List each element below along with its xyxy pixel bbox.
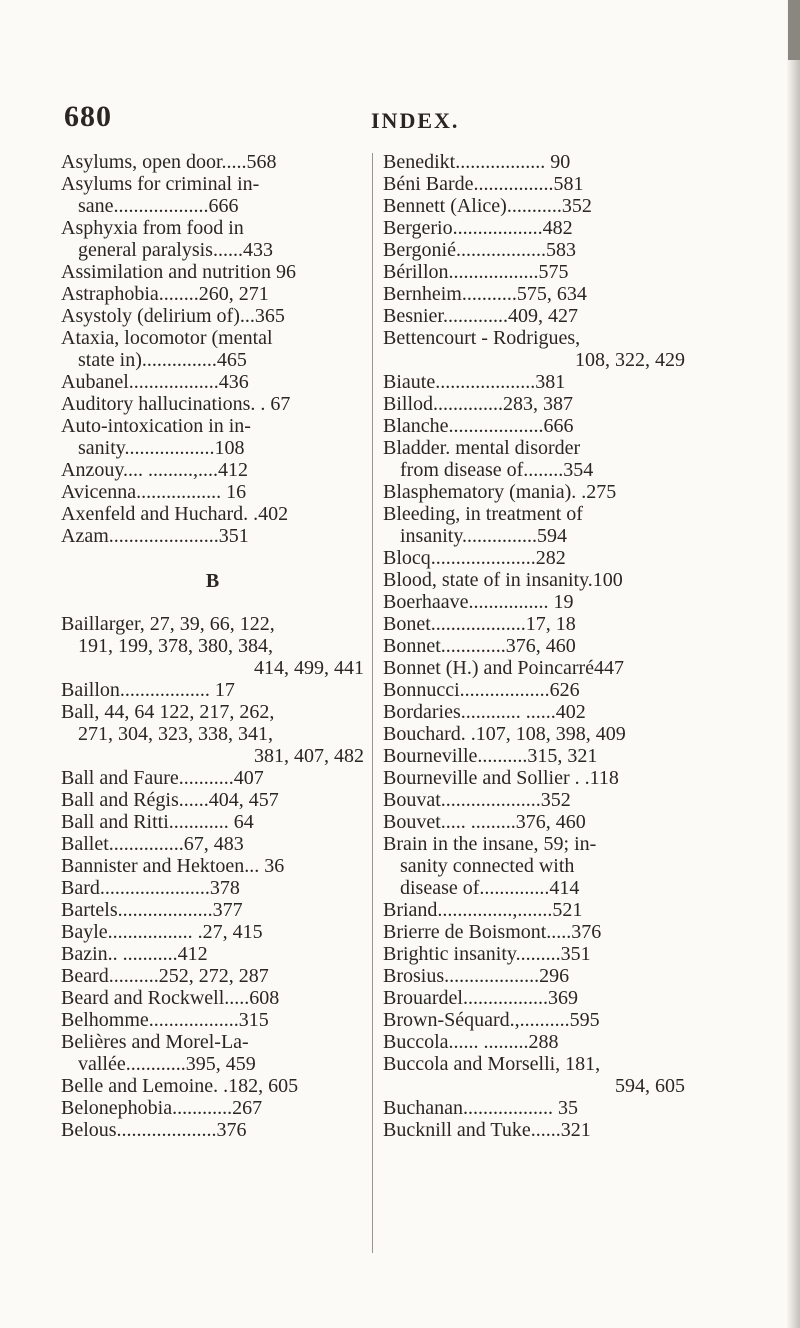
index-entry-line: Baillarger, 27, 39, 66, 122, — [61, 613, 275, 635]
index-entry-line: sanity..................108 — [78, 437, 245, 459]
index-entry-line: Brouardel.................369 — [383, 987, 578, 1009]
index-entry-line: Bannister and Hektoen... 36 — [61, 855, 285, 877]
index-entry-line: Bonet...................17, 18 — [383, 613, 576, 635]
index-entry-line: Bennett (Alice)...........352 — [383, 195, 592, 217]
index-entry-line: Bartels...................377 — [61, 899, 243, 921]
index-entry-line: Bergerio..................482 — [383, 217, 573, 239]
index-entry-line: Belhomme..................315 — [61, 1009, 269, 1031]
index-column-right — [383, 151, 685, 1141]
index-entry-line: Ball and Faure...........407 — [61, 767, 264, 789]
index-entry-line: Assimilation and nutrition 96 — [61, 261, 296, 283]
index-entry-line: Bleeding, in treatment of — [383, 503, 583, 525]
index-entry-line: Beard..........252, 272, 287 — [61, 965, 269, 987]
column-divider — [372, 153, 373, 1253]
index-entry-line: Blanche...................666 — [383, 415, 574, 437]
index-entry-line: Blood, state of in insanity.100 — [383, 569, 623, 591]
index-entry-line: Asylums, open door.....568 — [61, 151, 277, 173]
index-entry-line: Avicenna................. 16 — [61, 481, 247, 503]
index-entry-line: Anzouy.... .........,....412 — [61, 459, 249, 481]
index-entry-line: Blasphematory (mania). .275 — [383, 481, 617, 503]
index-entry-line: sanity connected with — [400, 855, 575, 877]
index-entry-line: Blocq.....................282 — [383, 547, 566, 569]
index-entry-line: 108, 322, 429 — [575, 349, 685, 371]
index-entry-line: Buccola and Morselli, 181, — [383, 1053, 601, 1075]
index-entry-line: from disease of........354 — [400, 459, 594, 481]
index-entry-line: Ball and Régis......404, 457 — [61, 789, 279, 811]
index-entry-line: Béni Barde................581 — [383, 173, 584, 195]
index-entry-line: Auto-intoxication in in- — [61, 415, 251, 437]
index-entry-line: Belonephobia............267 — [61, 1097, 263, 1119]
index-entry-line: Asphyxia from food in — [61, 217, 244, 239]
page-number: 680 — [64, 100, 112, 133]
index-entry-line: insanity...............594 — [400, 525, 568, 547]
index-entry-line: vallée............395, 459 — [78, 1053, 256, 1075]
page-header — [64, 100, 764, 140]
index-entry-line: 594, 605 — [615, 1075, 685, 1097]
section-letter: B — [205, 570, 220, 592]
index-entry-line: Ball and Ritti............ 64 — [61, 811, 254, 833]
index-entry-line: Bonnet (H.) and Poincarré447 — [383, 657, 625, 679]
index-entry-line: Belières and Morel-La- — [61, 1031, 249, 1053]
index-entry-line: Brown-Séquard.,..........595 — [383, 1009, 600, 1031]
index-entry-line: Besnier.............409, 427 — [383, 305, 578, 327]
index-entry-line: Buccola...... .........288 — [383, 1031, 559, 1053]
index-entry-line: state in)...............465 — [78, 349, 247, 371]
index-entry-line: Azam......................351 — [61, 525, 249, 547]
index-entry-line: Benedikt.................. 90 — [383, 151, 571, 173]
index-entry-line: Briand...............,.......521 — [383, 899, 583, 921]
index-column-left — [61, 151, 364, 1141]
index-entry-line: Bard......................378 — [61, 877, 240, 899]
index-entry-line: Bouvat....................352 — [383, 789, 571, 811]
index-entry-line: Boerhaave................ 19 — [383, 591, 574, 613]
index-entry-line: general paralysis......433 — [78, 239, 273, 261]
index-entry-line: Bernheim...........575, 634 — [383, 283, 587, 305]
index-entry-line: 414, 499, 441 — [254, 657, 364, 679]
index-entry-line: Billod..............283, 387 — [383, 393, 574, 415]
page-edge-corner — [788, 0, 800, 60]
index-entry-line: disease of..............414 — [400, 877, 580, 899]
index-entry-line: Bucknill and Tuke......321 — [383, 1119, 591, 1141]
index-entry-line: Brierre de Boismont.....376 — [383, 921, 602, 943]
index-entry-line: Astraphobia........260, 271 — [61, 283, 269, 305]
index-entry-line: Ataxia, locomotor (mental — [61, 327, 273, 349]
index-entry-line: Brightic insanity.........351 — [383, 943, 591, 965]
running-head: INDEX. — [371, 108, 460, 133]
index-entry-line: 271, 304, 323, 338, 341, — [78, 723, 273, 745]
index-entry-line: Brain in the insane, 59; in- — [383, 833, 597, 855]
index-entry-line: Asystoly (delirium of)...365 — [61, 305, 285, 327]
index-entry-line: Bourneville and Sollier . .118 — [383, 767, 619, 789]
index-entry-line: Beard and Rockwell.....608 — [61, 987, 280, 1009]
index-entry-line: Bourneville..........315, 321 — [383, 745, 598, 767]
index-entry-line: Bettencourt - Rodrigues, — [383, 327, 581, 349]
index-entry-line: Ballet...............67, 483 — [61, 833, 244, 855]
index-entry-line: Ball, 44, 64 122, 217, 262, — [61, 701, 275, 723]
index-entry-line: Belous....................376 — [61, 1119, 247, 1141]
index-entry-line: 381, 407, 482 — [254, 745, 364, 767]
index-entry-line: 191, 199, 378, 380, 384, — [78, 635, 273, 657]
index-entry-line: Biaute....................381 — [383, 371, 566, 393]
index-entry-line: Axenfeld and Huchard. .402 — [61, 503, 289, 525]
index-entry-line: Bayle................. .27, 415 — [61, 921, 263, 943]
index-entry-line: Baillon.................. 17 — [61, 679, 235, 701]
index-entry-line: Bérillon..................575 — [383, 261, 569, 283]
index-entry-line: Bazin.. ...........412 — [61, 943, 208, 965]
index-entry-line: Bladder. mental disorder — [383, 437, 581, 459]
index-entry-line: Brosius...................296 — [383, 965, 570, 987]
index-entry-line: Bouvet..... .........376, 460 — [383, 811, 586, 833]
index-entry-line: Aubanel..................436 — [61, 371, 249, 393]
index-entry-line: Bonnet.............376, 460 — [383, 635, 576, 657]
index-entry-line: Buchanan.................. 35 — [383, 1097, 578, 1119]
page-edge-shadow — [786, 0, 800, 1328]
index-entry-line: Bonnucci..................626 — [383, 679, 580, 701]
index-entry-line: Bergonié..................583 — [383, 239, 576, 261]
index-entry-line: Bordaries............ ......402 — [383, 701, 586, 723]
index-entry-line: Belle and Lemoine. .182, 605 — [61, 1075, 299, 1097]
index-entry-line: sane...................666 — [78, 195, 239, 217]
index-entry-line: Bouchard. .107, 108, 398, 409 — [383, 723, 626, 745]
index-entry-line: Auditory hallucinations. . 67 — [61, 393, 291, 415]
spacer — [61, 591, 364, 613]
index-entry-line: Asylums for criminal in- — [61, 173, 260, 195]
